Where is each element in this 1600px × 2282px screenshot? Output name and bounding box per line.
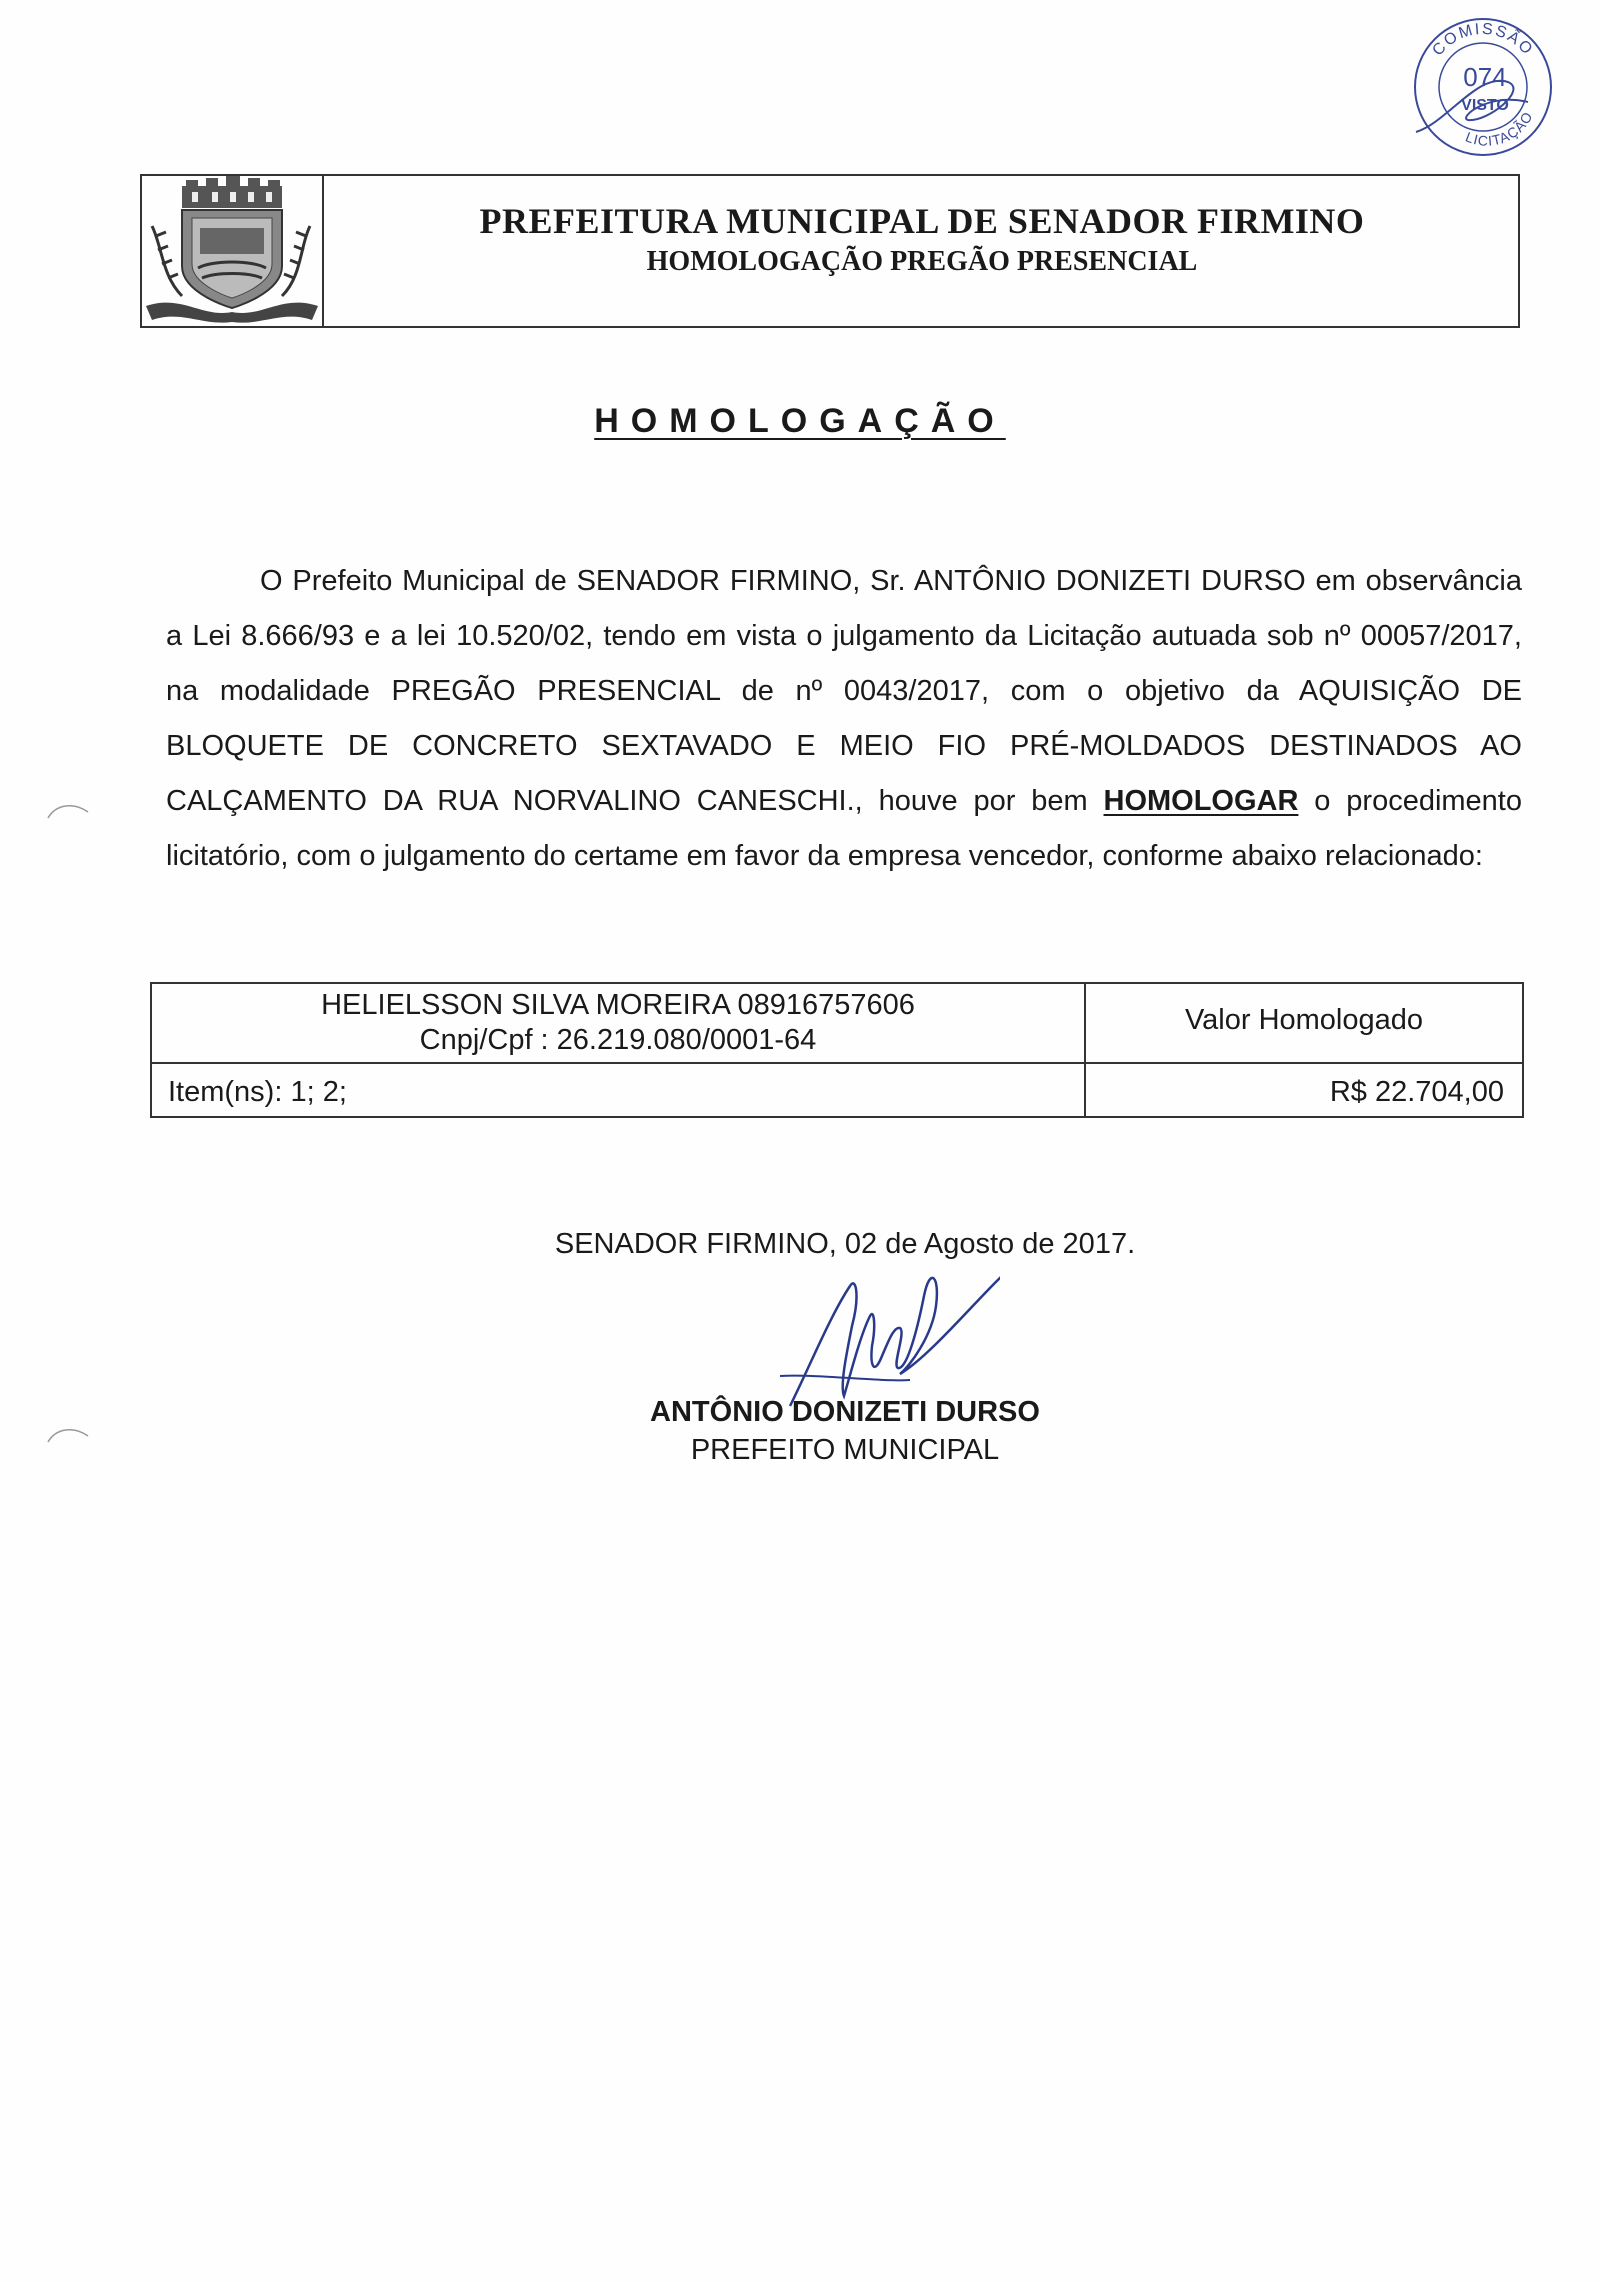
- homologation-paragraph: [166, 554, 1522, 884]
- homologar-emphasis: HOMOLOGAR: [1103, 785, 1299, 817]
- paragraph-part-1: O Prefeito Municipal de SENADOR FIRMINO, Sr. ANTÔNIO DONIZETI DURSO em observância a Lei 8.666/93 e a lei 10.520/02, tendo em vista o julgamento da Licitação autuada sob nº 00057/2017, na modalidade PREGÃO PRESENCIAL de nº 0043/2017, com o objetivo da AQUISIÇÃO DE BLOQUETE DE CONCRETO SEXTAVADO E MEIO FIO PRÉ-MOLDADOS DESTINADOS AO CALÇAMENTO DA RUA NORVALINO CANESCHI., houve por bem: [166, 565, 1522, 817]
- stamp-top-text: COMISSÃO: [1429, 20, 1537, 60]
- crest-cell: [142, 176, 324, 326]
- punch-hole-mark-upper: [44, 798, 94, 822]
- svg-text:LICITAÇÃO: [1463, 109, 1536, 149]
- punch-hole-mark-lower: [44, 1422, 94, 1446]
- vendor-cell: [152, 988, 1084, 1058]
- signer-role: PREFEITO MUNICIPAL: [690, 1434, 1000, 1466]
- svg-text:COMISSÃO: [1429, 21, 1536, 60]
- letterhead-subtitle: HOMOLOGAÇÃO PREGÃO PRESENCIAL: [646, 246, 1198, 277]
- vendor-name: HELIELSSON SILVA MOREIRA 08916757606: [321, 989, 915, 1021]
- letterhead: [140, 174, 1520, 328]
- vendor-document: Cnpj/Cpf : 26.219.080/0001-64: [419, 1024, 817, 1056]
- document-heading: [0, 402, 1600, 441]
- stamp-number: 074: [1463, 62, 1507, 92]
- municipality-title: PREFEITURA MUNICIPAL DE SENADOR FIRMINO: [479, 201, 1365, 241]
- value-header: Valor Homologado: [1184, 1004, 1424, 1036]
- comissao-licitacao-stamp: [1408, 12, 1558, 162]
- document-heading-text: HOMOLOGAÇÃO: [594, 402, 1006, 440]
- municipal-crest-icon: [142, 176, 322, 326]
- items-cell: Item(ns): 1; 2;: [168, 1076, 347, 1108]
- table-row-divider: [152, 1062, 1522, 1064]
- date-location: SENADOR FIRMINO, 02 de Agosto de 2017.: [554, 1228, 1136, 1260]
- paragraph-part-2: o procedimento licitatório, com o julgamento do certame em favor da empresa vencedor, conforme abaixo relacionado:: [166, 785, 1522, 872]
- homologated-amount: R$ 22.704,00: [1329, 1076, 1504, 1108]
- letterhead-text: [324, 176, 1520, 326]
- result-table: [150, 982, 1524, 1118]
- stamp-middle-text: VISTO: [1461, 97, 1509, 114]
- signer-name: ANTÔNIO DONIZETI DURSO: [650, 1396, 1040, 1428]
- stamp-bottom-text: LICITAÇÃO: [1463, 108, 1536, 149]
